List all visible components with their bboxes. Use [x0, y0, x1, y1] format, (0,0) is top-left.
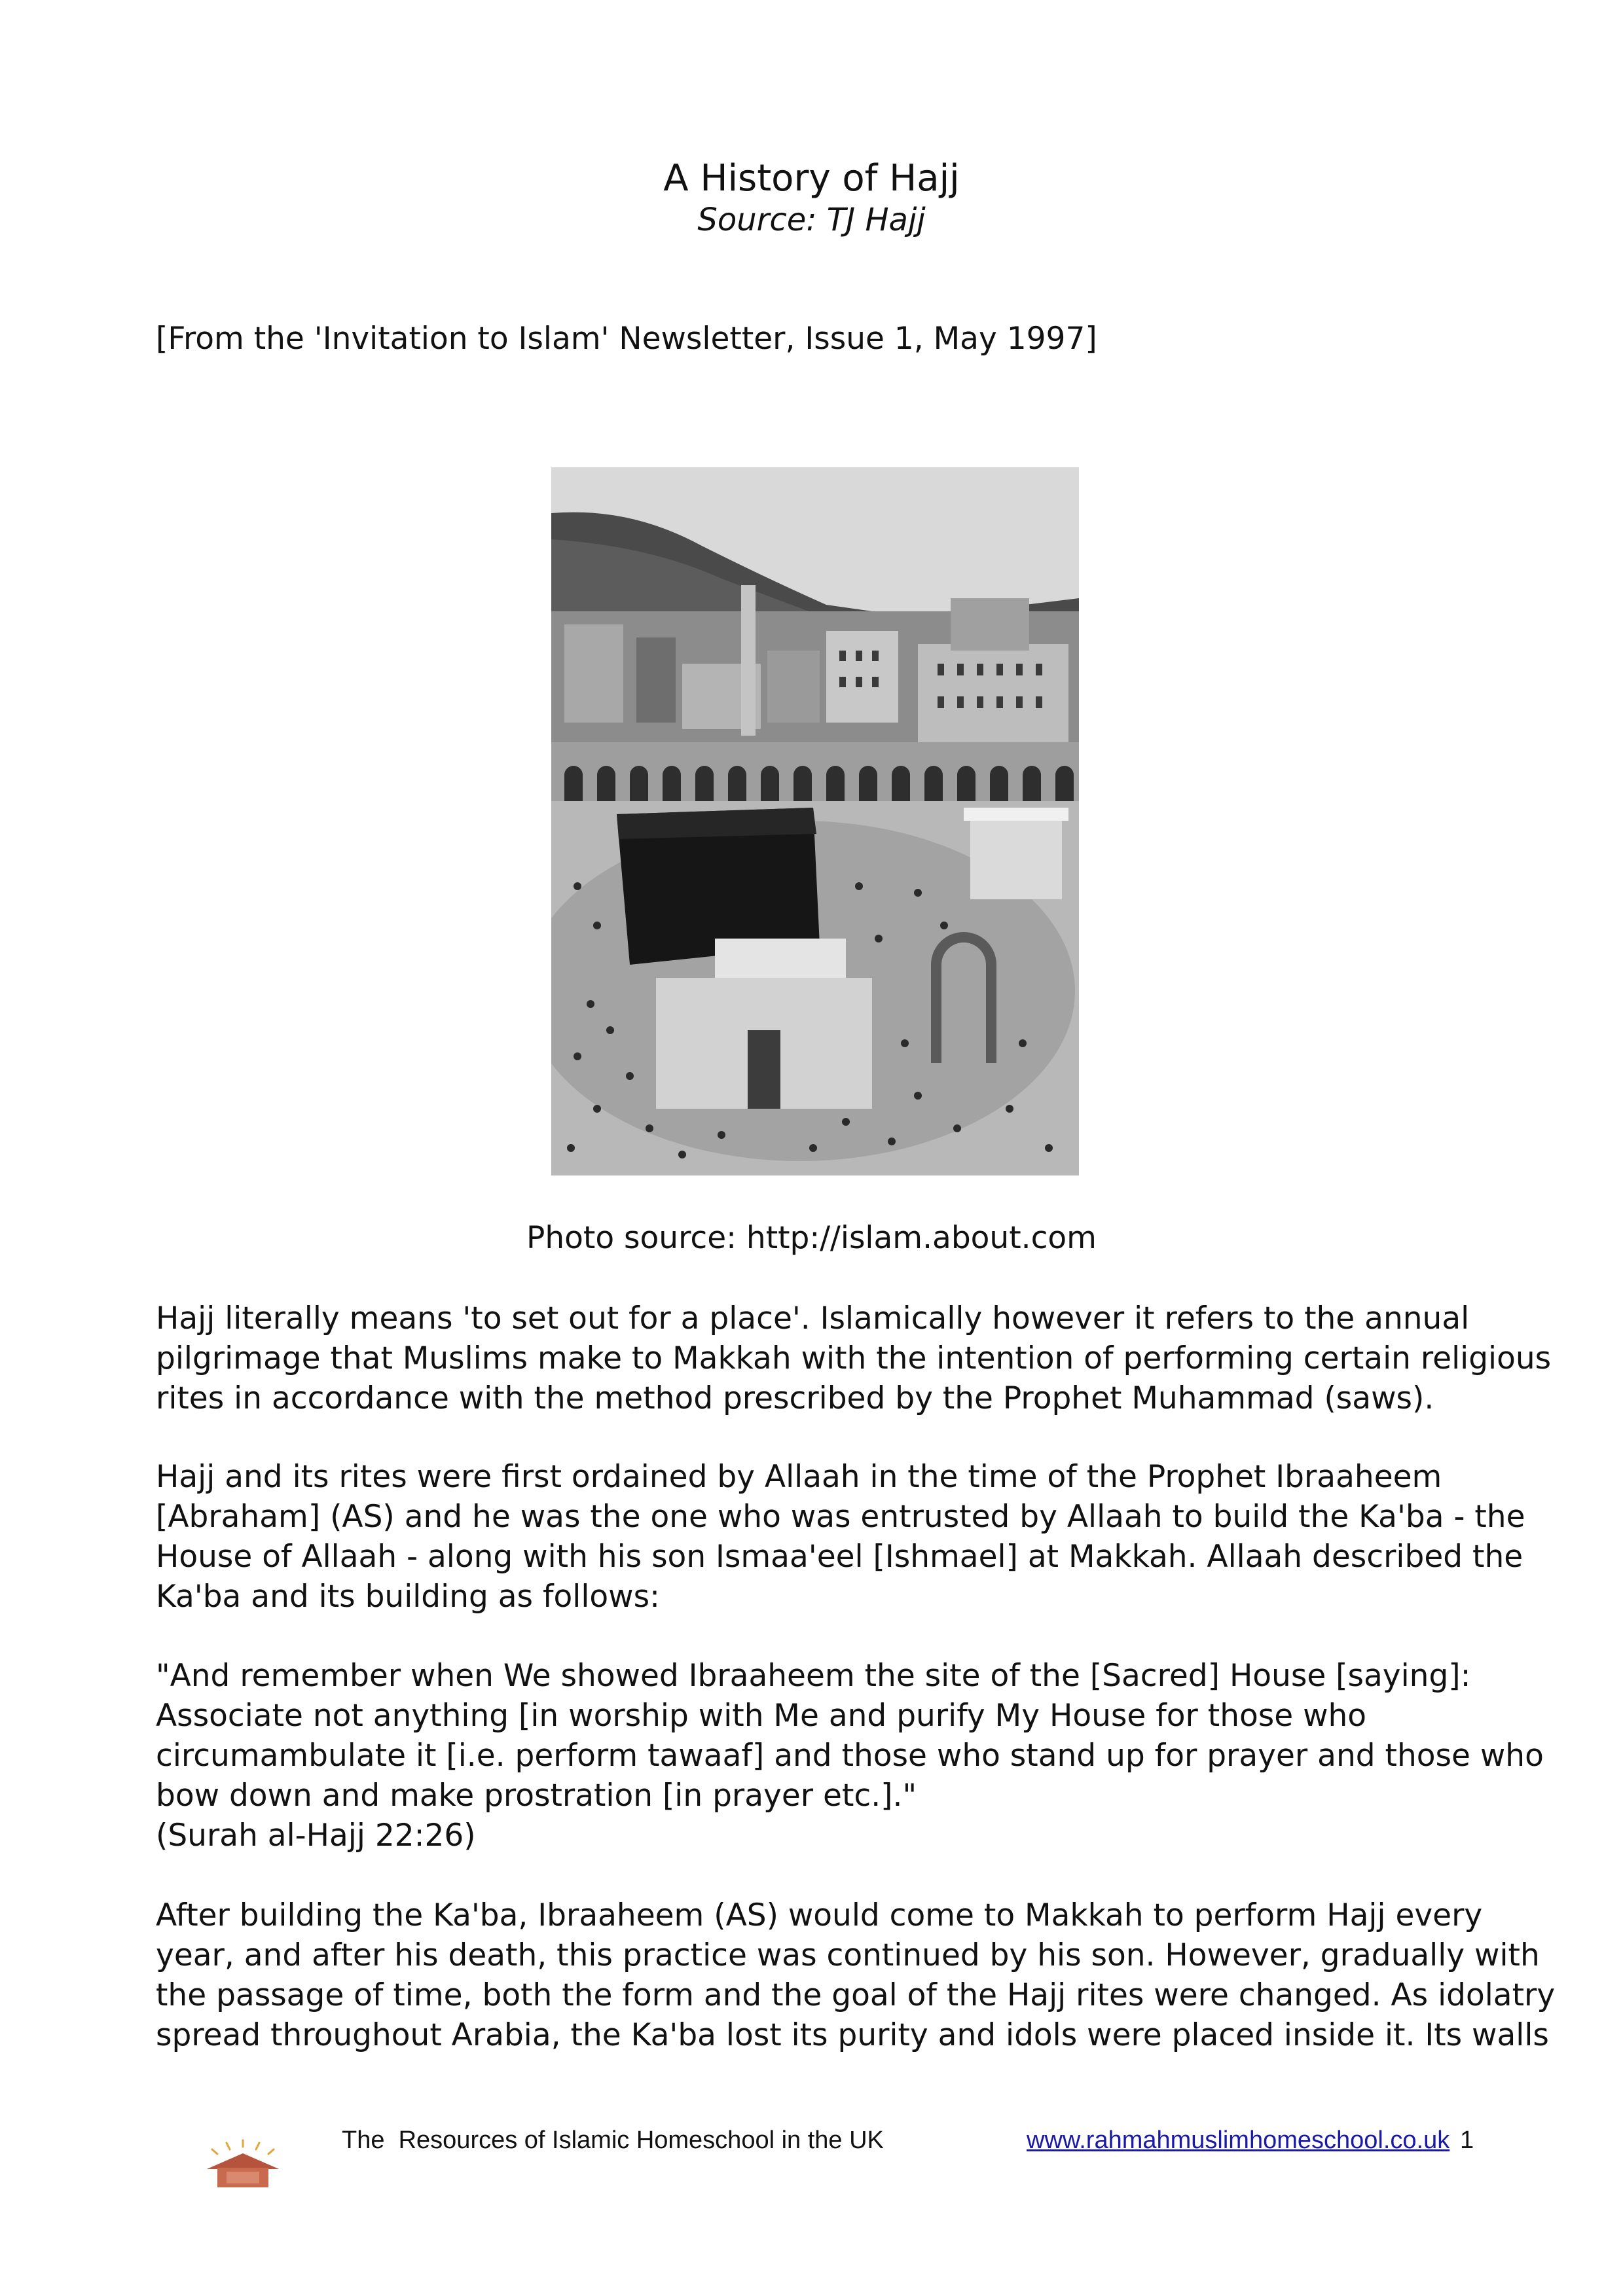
paragraph-line: the passage of time, both the form and the goal of the Hajj rites were changed. As idolatry: [156, 1977, 1556, 2013]
quran-quote: [156, 1656, 1544, 1856]
paragraph-2: [156, 1457, 1525, 1617]
page-title: A History of Hajj: [663, 157, 960, 200]
paragraph-line: Associate not anything [in worship with Me and purify My House for those who: [156, 1698, 1367, 1734]
paragraph-line: circumambulate it [i.e. perform tawaaf] and those who stand up for prayer and those who: [156, 1738, 1544, 1774]
paragraph-line: [Abraham] (AS) and he was the one who was entrusted by Allaah to build the Ka'ba - the: [156, 1499, 1525, 1535]
paragraph-4: [156, 1895, 1556, 2055]
homeschool-logo: [194, 2138, 292, 2191]
paragraph-line: House of Allaah - along with his son Ismaa'eel [Ishmael] at Makkah. Allaah described the: [156, 1539, 1523, 1575]
photo-caption: Photo source: http://islam.about.com: [526, 1220, 1097, 1256]
newsletter-note: [From the 'Invitation to Islam' Newsletter, Issue 1, May 1997]: [156, 321, 1097, 357]
paragraph-line: year, and after his death, this practice was continued by his son. However, gradually with: [156, 1937, 1540, 1973]
paragraph-line: rites in accordance with the method prescribed by the Prophet Muhammad (saws).: [156, 1380, 1434, 1416]
source-subtitle: Source: TJ Hajj: [697, 202, 926, 238]
paragraph-line: pilgrimage that Muslims make to Makkah with the intention of performing certain religious: [156, 1340, 1552, 1376]
footer-organization: The Resources of Islamic Homeschool in the UK: [342, 2126, 884, 2154]
paragraph-line: spread throughout Arabia, the Ka'ba lost its purity and idols were placed inside it. Its walls: [156, 2017, 1549, 2053]
paragraph-line: Hajj literally means 'to set out for a place'. Islamically however it refers to the annual: [156, 1300, 1470, 1336]
kaaba-photo: [551, 467, 1079, 1175]
paragraph-line: After building the Ka'ba, Ibraaheem (AS) would come to Makkah to perform Hajj every: [156, 1897, 1483, 1933]
footer-website-link[interactable]: www.rahmahmuslimhomeschool.co.uk: [1027, 2126, 1450, 2154]
kaaba-photo-illustration: [551, 467, 1079, 1175]
paragraph-1: [156, 1299, 1552, 1418]
paragraph-line: Ka'ba and its building as follows:: [156, 1579, 660, 1615]
house-logo-icon: [194, 2138, 292, 2191]
paragraph-line: "And remember when We showed Ibraaheem the site of the [Sacred] House [saying]:: [156, 1658, 1471, 1694]
page-number: 1: [1460, 2126, 1474, 2154]
paragraph-line: Hajj and its rites were first ordained by Allaah in the time of the Prophet Ibraaheem: [156, 1459, 1442, 1495]
paragraph-line: bow down and make prostration [in prayer etc.].": [156, 1778, 917, 1814]
quote-reference: (Surah al-Hajj 22:26): [156, 1818, 476, 1854]
